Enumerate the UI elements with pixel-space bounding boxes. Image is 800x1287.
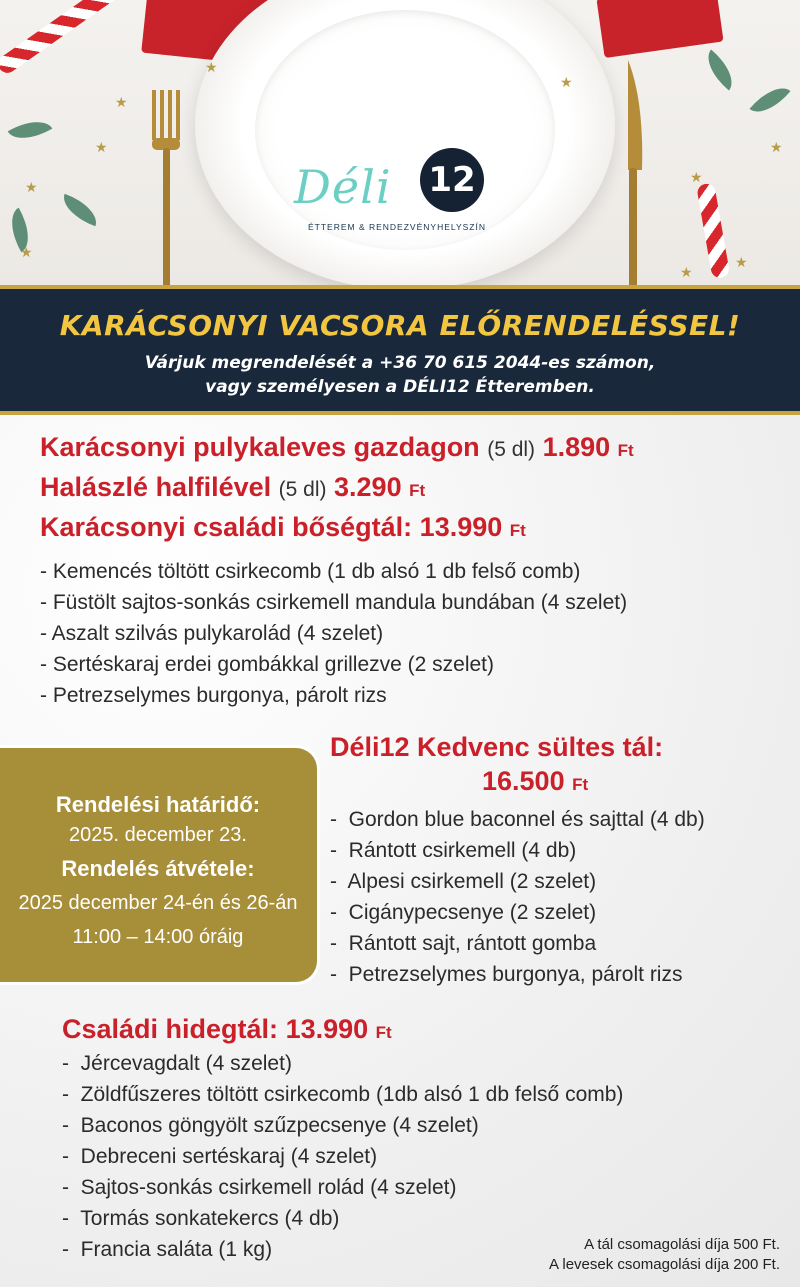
item-currency: Ft <box>617 441 634 460</box>
order-deadline-box <box>0 745 320 985</box>
item-qty: (5 dl) <box>278 478 327 501</box>
star-icon: ★ <box>560 74 573 90</box>
star-icon: ★ <box>680 264 693 280</box>
favorite-price-row <box>482 766 588 797</box>
list-item: - Rántott sajt, rántott gomba <box>330 928 705 959</box>
deadline-date: 2025. december 23. <box>69 824 247 846</box>
deli12-logo <box>282 148 512 243</box>
star-icon: ★ <box>770 139 783 155</box>
item-price: 3.290 <box>334 472 402 502</box>
star-icon: ★ <box>115 94 128 110</box>
item-price: 13.990 <box>285 1014 369 1044</box>
item-name: Karácsonyi pulykaleves gazdagon <box>40 432 480 462</box>
list-item: - Jércevagdalt (4 szelet) <box>62 1048 623 1079</box>
leaf-decoration <box>58 194 102 226</box>
deadline-heading: Rendelési határidő: <box>55 792 261 817</box>
menu-item-cold-platter <box>62 1014 392 1045</box>
platter-list <box>40 556 627 711</box>
menu-item-turkey-soup <box>40 432 634 463</box>
list-item: - Gordon blue baconnel és sajttal (4 db) <box>330 804 705 835</box>
leaf-decoration <box>8 111 53 148</box>
star-icon: ★ <box>25 179 38 195</box>
pickup-time: 11:00 – 14:00 óráig <box>72 926 244 948</box>
packaging-note-soup: A levesek csomagolási díja 200 Ft. <box>549 1256 780 1273</box>
gift-box-decoration <box>596 0 723 58</box>
list-item: - Füstölt sajtos-sonkás csirkemell mandula bundában (4 szelet) <box>40 587 627 618</box>
cold-platter-list <box>62 1048 623 1265</box>
item-currency: Ft <box>572 775 589 794</box>
item-currency: Ft <box>409 481 426 500</box>
list-item: - Cigánypecsenye (2 szelet) <box>330 897 705 928</box>
banner-visit-line: vagy személyesen a DÉLI12 Étteremben. <box>205 377 595 397</box>
knife-icon <box>620 60 648 285</box>
item-price: 16.500 <box>482 766 565 796</box>
list-item: - Tormás sonkatekercs (4 db) <box>62 1203 623 1234</box>
list-item: - Petrezselymes burgonya, párolt rizs <box>40 680 627 711</box>
list-item: - Zöldfűszeres töltött csirkecomb (1db alsó 1 db felső comb) <box>62 1079 623 1110</box>
menu-item-fish-soup <box>40 472 425 503</box>
leaf-decoration <box>698 49 741 90</box>
logo-script: Déli <box>294 160 392 214</box>
item-qty: (5 dl) <box>487 438 536 461</box>
list-item: - Kemencés töltött csirkecomb (1 db alsó 1 db felső comb) <box>40 556 627 587</box>
list-item: - Aszalt szilvás pulykarolád (4 szelet) <box>40 618 627 649</box>
item-name: Halászlé halfilével <box>40 472 272 502</box>
favorite-list <box>330 804 705 990</box>
item-name: Karácsonyi családi bőségtál: <box>40 512 413 542</box>
banner-title: KARÁCSONYI VACSORA ELŐRENDELÉSSEL! <box>59 309 741 342</box>
favorite-title: Déli12 Kedvenc sültes tál: <box>330 732 664 762</box>
logo-tagline: ÉTTEREM & RENDEZVÉNYHELYSZÍN <box>307 222 487 232</box>
list-item: - Francia saláta (1 kg) <box>62 1234 623 1265</box>
menu-item-family-platter <box>40 512 526 543</box>
list-item: - Alpesi csirkemell (2 szelet) <box>330 866 705 897</box>
list-item: - Sajtos-sonkás csirkemell rolád (4 szelet) <box>62 1172 623 1203</box>
candy-cane-decoration <box>696 182 730 279</box>
star-icon: ★ <box>205 59 218 75</box>
banner-contact-line: Várjuk megrendelését a +36 70 615 2044-es számon, <box>144 353 656 373</box>
item-currency: Ft <box>509 521 526 540</box>
pickup-days: 2025 december 24-én és 26-án <box>18 892 298 914</box>
candy-cane-decoration <box>0 0 128 76</box>
fork-icon <box>148 90 186 285</box>
header-banner <box>0 285 800 415</box>
star-icon: ★ <box>95 139 108 155</box>
item-currency: Ft <box>375 1023 392 1042</box>
star-icon: ★ <box>20 244 33 260</box>
item-price: 13.990 <box>419 512 503 542</box>
logo-badge: 12 <box>420 148 484 212</box>
leaf-decoration <box>749 78 790 121</box>
item-price: 1.890 <box>542 432 611 462</box>
item-name: Családi hidegtál: <box>62 1014 279 1044</box>
packaging-note-platter: A tál csomagolási díja 500 Ft. <box>584 1236 780 1253</box>
list-item: - Rántott csirkemell (4 db) <box>330 835 705 866</box>
list-item: - Sertéskaraj erdei gombákkal grillezve (2 szelet) <box>40 649 627 680</box>
star-icon: ★ <box>735 254 748 270</box>
list-item: - Debreceni sertéskaraj (4 szelet) <box>62 1141 623 1172</box>
list-item: - Petrezselymes burgonya, párolt rizs <box>330 959 705 990</box>
list-item: - Baconos göngyölt szűzpecsenye (4 szelet) <box>62 1110 623 1141</box>
star-icon: ★ <box>690 169 703 185</box>
hero-image <box>0 0 800 285</box>
pickup-heading: Rendelés átvétele: <box>61 856 255 881</box>
